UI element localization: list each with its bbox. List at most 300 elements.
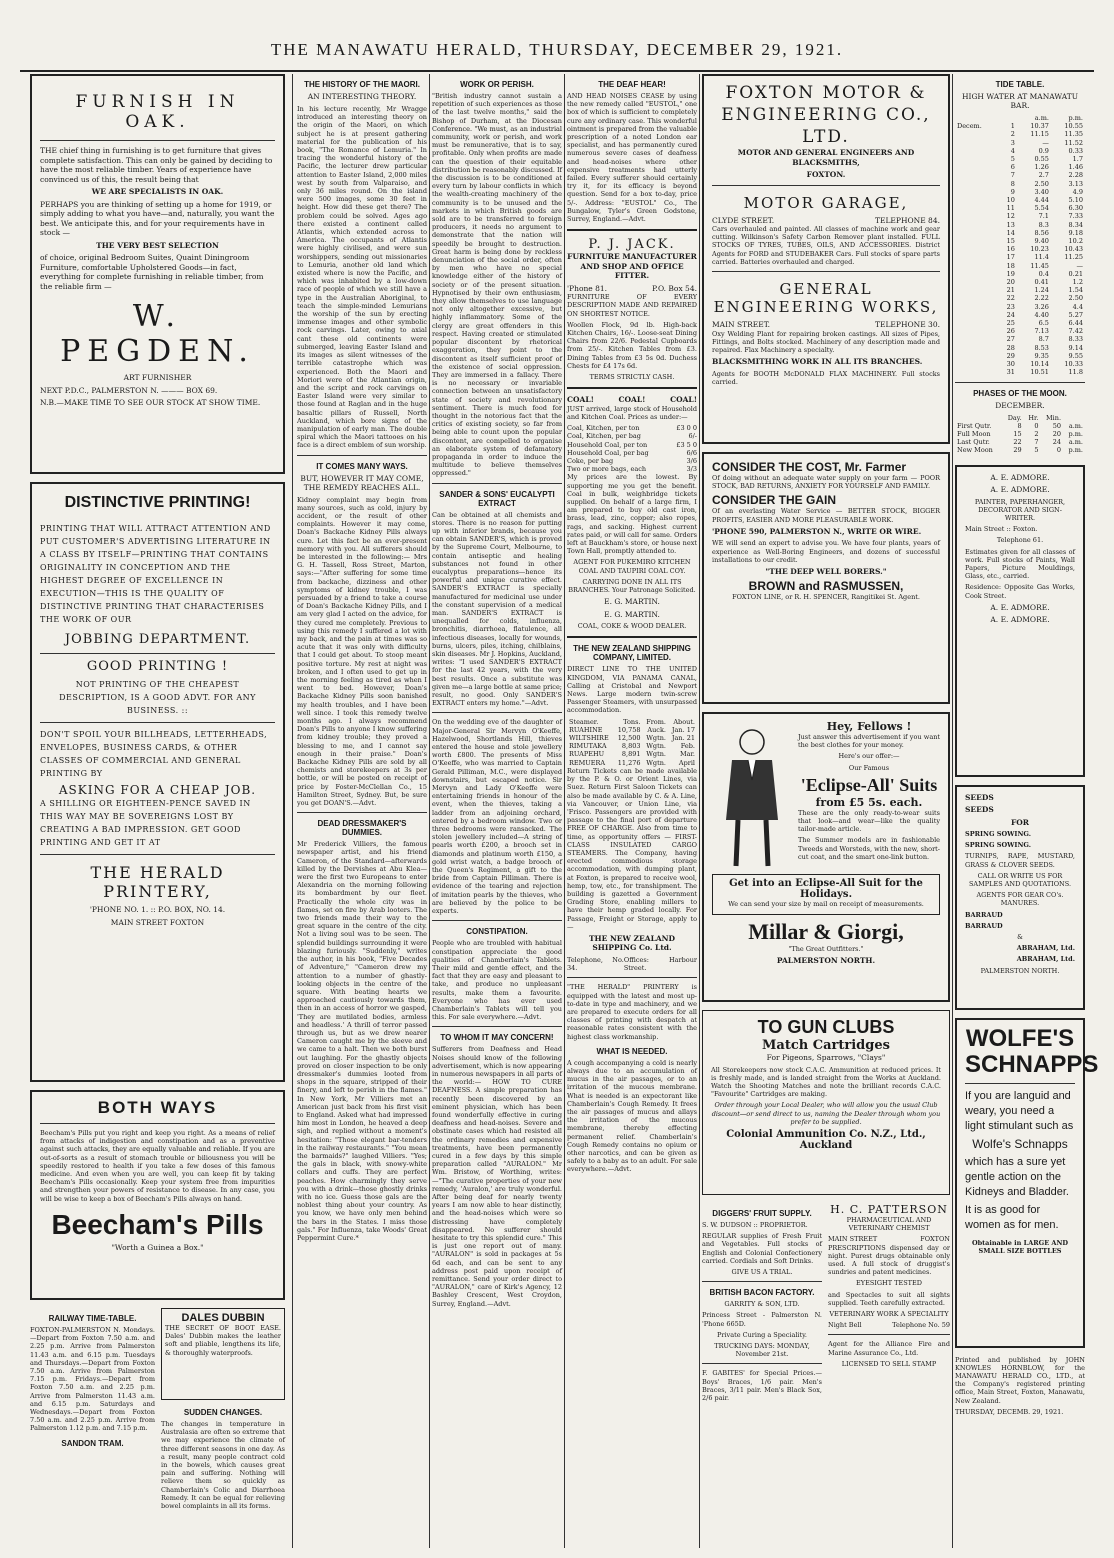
- tide-month-cell: [955, 245, 998, 253]
- tide-cell: 1: [1010, 122, 1015, 131]
- imprint-date: THURSDAY, DECEMB. 29, 1921.: [955, 1407, 1064, 1416]
- tide-cell: 10.33: [1064, 360, 1083, 369]
- tide-cell: 7: [1010, 171, 1015, 180]
- table-row: [955, 237, 1085, 245]
- seeds-sowing: SPRING SOWING.: [965, 830, 1031, 839]
- tide-cell: 1.7: [1072, 155, 1083, 164]
- gun-clubs-advert: [702, 1010, 950, 1195]
- patterson-name: H. C. PATTERSON: [830, 1203, 948, 1216]
- table-row: [955, 212, 1085, 220]
- tide-cell: 8.33: [1068, 335, 1083, 344]
- constipation-title: CONSTIPATION.: [466, 927, 528, 937]
- many-ways-title: IT COMES MANY WAYS.: [316, 461, 408, 471]
- consider-advert: [702, 452, 950, 704]
- garage-body: Cars overhauled and painted. All classes of machine work and gear cutting. Wilkinson's Safety Carbon Remover plant installed. FULL STOCKS OF TYRES, TUBES, OILS, AND ACCESSORIES. District Agents for FORD and STUDEBAKER Cars. Full stocks of spare parts carried. Batteries overhauled and charged.: [712, 225, 940, 266]
- tide-cell: 21: [1006, 286, 1015, 295]
- sanders-title: SANDER & SONS' EUCALYPTI EXTRACT: [439, 489, 555, 508]
- tide-cell: 2: [1010, 130, 1015, 139]
- table-row: RUAHINE 10,758 Auck. Jan. 17: [569, 725, 695, 734]
- tide-cell: 7.1: [1038, 212, 1049, 221]
- tide-cell: 5.27: [1068, 310, 1083, 319]
- tide-cell: 0.33: [1068, 146, 1083, 155]
- tide-cell: 6.44: [1068, 319, 1083, 328]
- diggers-prop: S. W. DUDSON :: PROPRIETOR.: [702, 1221, 808, 1229]
- beecham-advert: [30, 1090, 285, 1300]
- printing-body: PRINTING THAT WILL ATTRACT ATTENTION AND PUT CUSTOMER'S ADVERTISING LITERATURE IN A CLASS BY ITSELF—PRINTING THAT CONTAINS ORIGINALITY IN CONCEPTION AND THE HIGHEST DEGREE OF EXCELLENCE IN EXECUTION—THIS IS THE QUALITY OF DISTINCTIVE PRINTING THAT CHARACTERISES THE WORK OF OUR: [40, 524, 271, 624]
- tide-cell: 13: [1006, 220, 1015, 229]
- patterson-place: FOXTON: [920, 1235, 950, 1244]
- tide-cell: 9.40: [1034, 237, 1049, 246]
- tide-month-cell: [955, 180, 998, 188]
- gun-note: Order through your Local Dealer, who will allow you the usual Club discount—or send direct to us, naming the Dealer through whom you prefer to be supplied.: [711, 1101, 941, 1126]
- consider-body-3: WE will send an expert to advise you. We have four plants, years of experience as Well-Boring Engineers, and dozens of successful installations to our credit.: [712, 539, 940, 564]
- tide-cell: 11.8: [1068, 368, 1083, 377]
- table-row: [955, 278, 1085, 286]
- table-row: [955, 286, 1085, 294]
- tide-cell: 6.5: [1038, 319, 1049, 328]
- pegden-name: W. PEGDEN.: [60, 299, 255, 369]
- consider-borers: "THE DEEP WELL BORERS.": [765, 566, 887, 576]
- tide-cell: 25: [1006, 319, 1015, 328]
- coal-price-value: 6/-: [688, 432, 697, 441]
- seeds-title-2: SEEDS: [965, 805, 994, 815]
- tide-table: [955, 114, 1085, 377]
- many-ways-body: Kidney complaint may begin from many sources, such as cold, injury by accident, or the result of other complaints. However it may come, Doan's Backache Kidney Pills always cure. Let this fact be an ever-present memory with you. All sufferers should be interested in the following:— Mrs G. H. Tassell, Ross Street, Marton, says:—"After suffering for some time from backache, dizziness and other symptoms of kidney trouble, I was persuaded by a friend to take a course of Doan's Backache Kidney Pills, and I am very glad I acted on the advice, for they cured me completely. Previous to using this remedy I suffered a lot with my back, and the pain at times was so acute that it was only with difficulty that I could get about. To stoop meant positive torture. My rest at night was broken, and I often used to get up in the morning feeling as tired as when I went to bed. However, Doan's Backache Kidney Pills soon banished my health troubles, and I have been well since. I took this remedy twelve months ago. I always recommend Doan's Pills to anyone I know suffering from kidney trouble; they proved a blessing to me, and I cannot say enough in their praise." Doan's Backache Kidney Pills are sold by all chemists and storekeepers at 3s per bottle, or will be posted on receipt of price by Foster-McClellan Co., 15 Hamilton Street, Sydney. But, be sure you get DOAN'S.—Advt.: [297, 495, 427, 808]
- table-row: [955, 245, 1085, 253]
- gun-for: For Pigeons, Sparrows, "Clays": [766, 1053, 886, 1062]
- coal-price-value: 3/6: [686, 457, 697, 465]
- jack-box: P.O. Box 54.: [652, 283, 697, 293]
- dales-title: DALES DUBBIN: [181, 1312, 265, 1324]
- table-row: RIMUTAKA 8,803 Wgtn. Feb.: [569, 742, 695, 751]
- maori-sub: AN INTERESTING THEORY.: [307, 92, 417, 101]
- shipping-tel: Telephone, No. 34.: [567, 955, 624, 973]
- bacon-title: BRITISH BACON FACTORY.: [709, 1288, 815, 1298]
- furnish-advert: [30, 74, 285, 474]
- railway-body: FOXTON-PALMERSTON N. Mondays.—Depart from Foxton 7.50 a.m. and 2.25 p.m. Arrive from Palmerston 11.43 a.m. and 6.15 p.m. Tuesdays and Thursdays.—Depart from Foxton 7.50 a.m. Arrive from Palmerston 7.15 p.m. Fridays.—Depart from Foxton 7.50 a.m. and 2.25 p.m. Arrive from Palmerston 11.43 a.m. and 6.15 p.m. Saturdays and Wednesdays.—Depart from Foxton 7.50 a.m. and 2.25 p.m. Arrive from Palmerston 1.12 p.m. and 7.15 p.m.: [30, 1326, 155, 1433]
- tide-cell: 4.44: [1034, 196, 1049, 205]
- coal-heading-3: COAL!: [670, 395, 697, 405]
- furnish-body-3: of choice, original Bedroom Suites, Quaint Diningroom Furniture, comfortable Upholstered Goods—in fact, everything for complete furnishing in reliable timber, from the reliable firm —: [40, 253, 264, 291]
- gun-firm: Colonial Ammunition Co. N.Z., Ltd., Auckland: [726, 1128, 926, 1151]
- consider-body-2: Of an everlasting Water Service — BETTER STOCK, BIGGER PROFITS, EASIER AND MORE PLEASURABLE WORK.: [712, 507, 940, 524]
- tide-cell: 24: [1006, 310, 1015, 319]
- tide-cell: 3.13: [1068, 179, 1083, 188]
- tide-cell: 9.55: [1068, 351, 1083, 360]
- tide-cell: 19: [1006, 269, 1015, 278]
- general-works-street: MAIN STREET.: [712, 320, 771, 330]
- tide-cell: 6.30: [1068, 204, 1083, 213]
- tide-cell: 11.4: [1034, 253, 1049, 262]
- table-row: Steamer. Tons. From. About.: [569, 717, 695, 726]
- printing-advert: [30, 482, 285, 1082]
- tide-cell: 3: [1010, 138, 1015, 147]
- work-body: "British industry cannot sustain a repetition of such experiences as those of the last twelve months," said the Bishop of Durham, at the Diocesan Conference. "We must, as an industrial community, work or perish, and work must be remunerative, that is to say, profitable. Only when profits are made can the question of their equitable distribution be reasonably discussed. If the discussion is to be conditioned at every turn by labour conflicts in which the wealth-creating machinery of the community is to be unused and the markets in which British goods are sold are to be transferred to foreign producers, it needs no argument to demonstrate that the nation will speedily be brought to destruction. Great harm is being done by reckless denunciation of the social order, often by men who have no special knowledge either of the history of society or of the present situation. Hypnotised by their own enthusiasm, they allow themselves to use language not only altogether excessive, but highly inflammatory. Some of the clergy are great offenders in this respect. Having created or stimulated popular discontent by rhetorical exaggeration, they point to the discontent as itself sufficient proof of the existence of social oppression. They are immersed in a fallacy. There is no necessary or invariable connection between an unsatisfactory state of society and revolutionary sentiment. There is much food for thought in the notorious fact that the critics of existing society, so far from being able to count upon the popular discontent, are compelled to organise an elaborate system of defamatory propaganda in order to induce the multitude to believe themselves oppressed.": [432, 92, 562, 478]
- table-row: WILTSHIRE 12,500 Wgtn. Jan. 21: [569, 734, 695, 743]
- coal-name-1: E. G. MARTIN.: [604, 597, 660, 607]
- tide-cell: 2.28: [1068, 171, 1083, 180]
- patterson-eyesight: EYESIGHT TESTED: [856, 1279, 922, 1288]
- general-works-body: Oxy Welding Plant for repairing broken castings. All sizes of Pipes, Fittings, and Bolts stocked. Machinery of any description made and repaired. Flax Machinery a specialty.: [712, 329, 940, 354]
- table-row: [955, 155, 1085, 163]
- tide-month-cell: [955, 344, 998, 352]
- gun-body: All Storekeepers now stock C.A.C. Ammunition at reduced prices. It is freshly made, and is landed straight from the Works at Auckland. Watch the Shooting Matches and note the brilliant records C.A.C. "Favourite" Cartridges are making.: [711, 1065, 941, 1099]
- coal-heading-1: COAL!: [567, 395, 594, 405]
- masthead: THE MANAWATU HERALD, THURSDAY, DECEMBER 29, 1921.: [20, 40, 1094, 72]
- tide-cell: 4.4: [1072, 302, 1083, 311]
- patterson-agent: Agent for the Alliance Fire and Marine Assurance Co., Ltd.: [828, 1340, 950, 1357]
- table-row: [955, 360, 1085, 368]
- admore-tel: Telephone 61.: [996, 536, 1044, 545]
- tide-cell: 22: [1006, 294, 1015, 303]
- tide-month-cell: [955, 130, 998, 138]
- tide-month-cell: [955, 335, 998, 343]
- table-row: [955, 221, 1085, 229]
- pegden-address: NEXT P.D.C., PALMERSTON N. ——— BOX 69.: [40, 385, 218, 395]
- seeds-advert: [955, 785, 1085, 1010]
- shipping-body: DIRECT LINE TO THE UNITED KINGDOM, VIA PANAMA CANAL, Calling at Cristobal and Newport News. Large modern twin-screw Passenger Steamers, with unsurpassed accommodation.: [567, 665, 697, 715]
- coal-heading-2: COAL!: [618, 395, 646, 405]
- eclipse-suits: 'Eclipse-All' Suits: [800, 774, 938, 795]
- garage-title: MOTOR GARAGE,: [743, 193, 909, 212]
- table-row: [955, 344, 1085, 352]
- dales-advert: [161, 1308, 285, 1400]
- jack-body-1: FURNITURE OF EVERY DESCRIPTION MADE AND REPAIRED ON SHORTEST NOTICE.: [567, 293, 697, 318]
- consider-body-1: Of doing without an adequate water supply on your farm — POOR STOCK, BAD RETURNS, ANXIETY FOR YOURSELF AND FAMILY.: [712, 474, 940, 491]
- abraham-2: ABRAHAM, Ltd.: [1016, 955, 1075, 964]
- consider-firm: BROWN and RASMUSSEN,: [748, 579, 904, 594]
- tide-cell: 7.13: [1034, 327, 1049, 336]
- foxton-motor-title: FOXTON MOTOR & ENGINEERING CO., LTD.: [721, 83, 931, 147]
- imprint-body: Printed and published by JOHN KNOWLES HORNBLOW, for the MANAWATU HERALD CO., LTD., at the Company's registered printing office, Main Street, Foxton, Manawatu, New Zealand.: [955, 1355, 1085, 1405]
- tide-cell: 9.35: [1034, 351, 1049, 360]
- coal-carrying: CARRYING DONE IN ALL ITS BRANCHES. Your Patronage Solicited.: [568, 577, 696, 595]
- tide-cell: 8.56: [1034, 228, 1049, 237]
- asking-cheap: ASKING FOR A CHEAP JOB.: [58, 783, 257, 797]
- column-2: [297, 74, 427, 1544]
- eclipse-body-2: These are the only ready-to-wear suits that look—and wear—like the quality tailor-made article.: [798, 808, 940, 834]
- tide-cell: 23: [1006, 302, 1015, 311]
- herald-street: MAIN STREET FOXTON: [110, 917, 205, 927]
- tide-month-cell: [955, 319, 998, 327]
- wolfe-advert: [955, 1018, 1099, 1348]
- tide-month-cell: [955, 221, 998, 229]
- seeds-agents: AGENTS FOR GEAR CO's. MANURES.: [976, 891, 1064, 908]
- tide-month-cell: [955, 262, 998, 270]
- right-subcolumn: [161, 1308, 285, 1528]
- wolfe-obtain: Obtainable in LARGE AND SMALL SIZE BOTTLES: [971, 1238, 1069, 1255]
- barraud-2: BARRAUD: [965, 921, 1003, 930]
- tide-cell: 15: [1006, 237, 1015, 246]
- tram-title: SANDON TRAM.: [61, 1438, 124, 1448]
- tide-cell: 4.40: [1034, 310, 1049, 319]
- tide-cell: 3.40: [1034, 187, 1049, 196]
- tide-cell: 0.21: [1068, 269, 1083, 278]
- tide-cell: 9.14: [1068, 343, 1083, 352]
- tide-cell: 1.46: [1068, 163, 1083, 172]
- table-row: [955, 163, 1085, 171]
- admore-trade: PAINTER, PAPERHANGER, DECORATOR AND SIGN-WRITER.: [974, 497, 1066, 522]
- millar-outfitters: "The Great Outfitters.": [788, 945, 864, 954]
- railway-title: RAILWAY TIME-TABLE.: [48, 1314, 137, 1323]
- shipping-agent: THE NEW ZEALAND SHIPPING Co. Ltd.: [588, 933, 676, 953]
- diggers-section: [702, 1203, 822, 1463]
- eclipse-mail: We can send your size by mail on receipt of measurements.: [728, 900, 924, 908]
- table-row: REMUERA 11,276 Wgtn. April: [569, 758, 695, 767]
- table-row: [955, 368, 1085, 376]
- table-row: [955, 294, 1085, 302]
- furnish-specialists: WE ARE SPECIALISTS IN OAK.: [91, 187, 224, 196]
- dales-body: THE SECRET OF BOOT EASE. Dales' Dubbin makes the leather soft and pliable, lengthens its life, & thoroughly waterproofs.: [165, 1324, 281, 1357]
- table-row: [955, 130, 1085, 138]
- beecham-tagline: "Worth a Guinea a Box.": [111, 1242, 204, 1252]
- admore-street: Main Street :: Foxton.: [965, 525, 1038, 534]
- patterson-tel: Telephone No. 59: [892, 1321, 950, 1330]
- tide-cell: 7.33: [1068, 212, 1083, 221]
- herald-printery-body: "THE HERALD" PRINTERY is equipped with the latest and most up-to-date in type and machinery, and we are prepared to execute orders for all classes of printing with despatch at reasonable rates consistent with the highest class workmanship.: [567, 983, 697, 1041]
- many-ways-sub: BUT, HOWEVER IT MAY COME, THE REMEDY REACHES ALL.: [300, 473, 424, 492]
- table-row: Last Qutr. 22 7 24 a.m.: [957, 438, 1083, 447]
- barraud-and: &: [1017, 933, 1023, 942]
- tide-month-cell: [955, 212, 998, 220]
- table-row: [955, 253, 1085, 261]
- tide-cell: 11.45: [1030, 261, 1049, 270]
- maori-body: In his lecture recently, Mr Wragge introduced an interesting theory on the origin of the Maori, on which subject he is at present gathering material for the publication of his book, "The Romance of Lemuria." In tracing the wonderful history of the Pacific, the lecturer drew particular attention to Easter Island, 2,000 miles west by south from Valparaiso, and only 36 miles round. On the island were 500 images, some 30 feet in height. How did these get there? The problem could be solved. Ages ago there existed a continent called Atlantis, which extended across to America. The occupants of Atlantis were highly civilised, and were sun worshippers, sending out missionaries to Lemuria, another old land which existed where is now the Pacific, and which was inhabited by a low-down race of people of which we still have a type in the Australian Aboriginal, to teach the simple-minded Lemurians the worship of the sun by erecting immense images and other symbolic rock carvings. Later, owing to axial cant these old continents were submerged, leaving Easter Island and its images as silent witnesses of the terrible catastrophe which was experienced. Both the Maori and Moriori were of the Atlantian origin, and the script and rock carvings on Easter Island were very similar to those found at Raglan and in the huge basaltic pillars of Russell, North Auckland, which bore signs of the manipulation of early man. The double spiral which the Maori tattooes on his face is a direct emblem of sun worship.: [297, 105, 427, 450]
- tide-cell: 10.23: [1030, 245, 1049, 254]
- tide-cell: 28: [1006, 343, 1015, 352]
- tide-cell: 2.50: [1068, 294, 1083, 303]
- furnish-body-1: THE chief thing in furnishing is to get furniture that gives complete satisfaction. This can only be gained by deciding to have the most reliable timber. Years of experience have convinced us of this, the result being that: [40, 146, 273, 184]
- column-1: [30, 74, 285, 1544]
- wolfe-name: Wolfe's Schnapps: [972, 1136, 1068, 1151]
- garage-street: CLYDE STREET.: [712, 215, 775, 225]
- maori-title: THE HISTORY OF THE MAORI.: [304, 80, 420, 89]
- column-5: [702, 74, 950, 1544]
- coal-price-label: Household Coal, per ton: [567, 440, 648, 449]
- table-row: a.m. p.m.: [1034, 114, 1083, 122]
- pegden-trade: ART FURNISHER: [123, 373, 192, 382]
- consider-phone: 'PHONE 590, PALMERSTON N., WRITE OR WIRE.: [712, 526, 922, 536]
- tide-cell: 2.22: [1034, 294, 1049, 303]
- jack-phone: 'Phone 81.: [567, 283, 608, 293]
- table-row: [955, 303, 1085, 311]
- coal-agent: AGENT FOR PUKEMIRO KITCHEN COAL AND TAUPIRI COAL COY.: [573, 558, 691, 575]
- tide-cell: 10.55: [1064, 122, 1083, 131]
- deaf-title: THE DEAF HEAR!: [598, 80, 666, 89]
- coal-price-value: £3 0 0: [676, 424, 697, 433]
- concern-body: Sufferers from Deafness and Head Noises should know of the following advertisement, which is now appearing in numerous newspapers in all parts of the world:— HOW TO CURE DEAFNESS. A simple preparation has recently been discovered by an eminent physician, which has been found wonderfully effective in curing deafness and head-noises. Severe and obstinate cases which had resisted all the ordinary remedies and expensive treatments, have been permanently cured in a few days by this simple preparation called "AURALON." Mr Wm. Bristow, of Worthing, writes:—"The curative properties of your new remedy, 'Auralon,' are truly wonderful. After being deaf for nearly twenty years I am now able to hear distinctly, and the head-noises which were so distressing have completely disappeared. No sufferer should hesitate to try this splendid cure." This is just one report out of many. "AURALON" is sold in packages at 5s 6d each, and can be sent to any address post paid upon receipt of remittance. Send your order direct to "AURALON," care of Kirk's Agency, 12 Bashley Crescent, West Croydon, Surrey, England.—Advt.: [432, 1045, 562, 1308]
- tide-cell: 0.9: [1038, 146, 1049, 155]
- tide-cell: 5: [1010, 155, 1015, 164]
- tide-month-cell: [955, 311, 998, 319]
- tide-cell: 27: [1006, 335, 1015, 344]
- beecham-logo: Beecham's Pills: [51, 1208, 264, 1240]
- blacksmith-line: BLACKSMITHING WORK IN ALL ITS BRANCHES.: [712, 357, 923, 367]
- tide-cell: 17: [1006, 253, 1015, 262]
- tide-cell: 2.7: [1038, 171, 1049, 180]
- tide-month-cell: [955, 229, 998, 237]
- tide-cell: 3.26: [1034, 302, 1049, 311]
- jack-terms: TERMS STRICTLY CASH.: [589, 373, 675, 382]
- tide-cell: 8.7: [1038, 335, 1049, 344]
- tide-month-cell: [955, 294, 998, 302]
- column-6: [955, 74, 1099, 1544]
- consider-address: FOXTON LINE, or R. H. SPENCER, Rangitikei St. Agent.: [732, 593, 920, 602]
- sudden-body: The changes in temperature in Australasia are often so extreme that we may experience the climate of three different seasons in one day. As a result, many people contract cold in the bowels, which causes great pain and suffering. Nothing will relieve them so quickly as Chamberlain's Colic and Diarrhoea Remedy. It can be equal for relieving bowel complaints in all its forms.: [161, 1420, 285, 1511]
- furnish-best: THE VERY BEST SELECTION: [96, 240, 219, 250]
- tide-month-cell: [955, 253, 998, 261]
- dressmaker-body: Mr Frederick Villiers, the famous newspaper artist, and his friend Cameron, of the Standard—afterwards killed by the Dervishes at Abu Klea—were the first two Europeans to enter Alexandria on the morning following its bombardment by our fleet. Practically the whole city was in flames, set on fire by Arab looters. The two friends made their way to the great square in the centre of the city. Not a living soul was to be seen. The splendid buildings surrounding it were blazing furiously. "Suddenly," writes the author, in his book, "Five Decades of Adventure," "Cameron drew my attention to a number of ghastly-looking objects in the centre of the square. With beating hearts we approached cautiously towards them, then in an access of horror we gasped, 'They are mutilated bodies, armless and headless.' A thrill of terror passed through us, but as we drew nearer Cameron caught me by the sleeve and we came to a halt. Then we both burst out laughing. For the ghastly objects proved on closer inspection to be only dressmaker's dummies looted from shops in the square, stripped of their finery, and left to perish in the flames." In New York, Mr Villiers met an American just back from his first visit to England. Asked what had impressed him most in London, he heaved a deep sigh, and replied without a moment's hesitation: "Those elegant bar-tenders in the railway restaurants." "You mean the barmaids?" laughed Villiers. "Yes; the gals in black, with snowy-white collars and cuffs. They are perfect peaches. How charmingly they serve you with a drink—those ghostly drinks with no ice. Guess those gals are the noblest thing about your country. As you know, we have only men behind the bars in the States. I miss those gals." For Influenza, take Woods' Great Peppermint Cure.*: [297, 840, 427, 1242]
- coal-price-label: Coal, Kitchen, per bag: [567, 432, 641, 441]
- table-row: [955, 188, 1085, 196]
- table-row: [955, 319, 1085, 327]
- general-works-title: GENERAL ENGINEERING WORKS,: [713, 280, 939, 317]
- table-row: [955, 270, 1085, 278]
- table-row: [955, 327, 1085, 335]
- moon-month: DECEMBER.: [995, 400, 1045, 410]
- tide-cell: 10.51: [1030, 368, 1049, 377]
- table-row: Day. Hr. Min.: [1007, 413, 1062, 422]
- eclipse-get: Get into an Eclipse-All Suit for the Holidays.: [729, 878, 923, 900]
- shipping-office: Offices: Harbour Street.: [623, 955, 697, 973]
- tide-month-cell: [955, 139, 998, 147]
- coal-intro: JUST arrived, large stock of Household and Kitchen Coal. Prices as under:—: [567, 404, 697, 421]
- tide-cell: 8.34: [1068, 220, 1083, 229]
- coal-name-2: E. G. MARTIN.: [604, 609, 660, 619]
- table-row: RUAPEHU 8,891 Wgtn. Mar.: [569, 750, 695, 759]
- wolfe-body-2: which has a sure yet gentle action on the Kidneys and Bladder.: [965, 1155, 1069, 1198]
- foxton-motor-place: FOXTON.: [806, 170, 846, 179]
- sanders-body: Can be obtained at all chemists and stores. There is no reason for putting up with inferior brands, because you can obtain SANDER'S, which is proved by the Supreme Court, Melbourne, to contain antiseptic and healing substances not found in other eucalyptus preparations—hence its powerful and unique curative effect. SANDER'S EXTRACT is specially manufactured for medicinal use under the constant supervision of a medical man. SANDER'S EXTRACT is unequalled for colds, influenza, bronchitis, diarrhoea, flatulence, all infectious diseases, locally for wounds, burns, ulcers, piles, itching, chilblains, skin diseases. Mr J. Hopkins, Auckland, writes: "I used SANDER'S EXTRACT for the last 42 years, with the very best results. Once a substitute was given me—a large bottle at same price; result, no good. Only SANDER'S EXTRACT enters my home."—Advt.: [432, 510, 562, 708]
- tide-cell: 8: [1010, 179, 1015, 188]
- trucking-days: TRUCKING DAYS: MONDAY, November 21st.: [714, 1342, 810, 1359]
- tide-month-cell: [955, 368, 998, 376]
- coal-price-label: Two or more bags, each: [567, 465, 647, 474]
- needed-body: A cough accompanying a cold is nearly always due to an accumulation of mucus in the air passages, or to an irritation of the mucous membrane. What is needed is an expectorant like Chamberlain's Cough Remedy. It frees the air passages of mucus and allays the irritation of the mucous membrane, thereby effecting permanent relief. Chamberlain's Cough Remedy contains no opium or other narcotics, and can be given as safely to a baby as to an adult. For sale everywhere.—Advt.: [567, 1058, 697, 1174]
- coal-price-value: £3 5 0: [676, 440, 697, 449]
- wolfe-body-1: If you are languid and weary, you need a light stimulant such as: [965, 1089, 1074, 1132]
- table-row: [955, 180, 1085, 188]
- patterson-section: [828, 1203, 950, 1463]
- tide-cell: —: [1076, 261, 1083, 270]
- tide-month-cell: [955, 171, 998, 179]
- table-row: [955, 139, 1085, 147]
- tide-cell: 11.52: [1064, 138, 1083, 147]
- tide-cell: 11.35: [1064, 130, 1083, 139]
- tide-month-cell: [955, 270, 998, 278]
- good-printing-body: NOT PRINTING OF THE CHEAPEST DESCRIPTION, IS A GOOD ADVT. FOR ANY BUSINESS. ::: [59, 680, 256, 715]
- needed-title: WHAT IS NEEDED.: [596, 1046, 668, 1056]
- tide-cell: 10.2: [1068, 237, 1083, 246]
- beecham-title: BOTH WAYS: [97, 1098, 218, 1117]
- dressmaker-title: DEAD DRESSMAKER'S DUMMIES.: [317, 819, 407, 838]
- millar-giorgi: Millar & Giorgi,: [748, 919, 904, 945]
- tide-cell: 7.42: [1068, 327, 1083, 336]
- tide-sub: HIGH WATER AT MANAWATU BAR.: [961, 92, 1079, 110]
- tide-cell: 16: [1006, 245, 1015, 254]
- garage-tel: TELEPHONE 84.: [874, 215, 940, 225]
- eclipse-advert: [702, 712, 950, 1002]
- eclipse-famous: Our Famous: [848, 763, 890, 772]
- jack-name: P. J. JACK.: [588, 237, 676, 253]
- tide-cell: 11: [1006, 204, 1015, 213]
- diggers-title: DIGGERS' FRUIT SUPPLY.: [712, 1209, 812, 1218]
- furnish-title: FURNISH IN OAK.: [75, 92, 240, 132]
- eclipse-hey: Hey, Fellows !: [826, 720, 912, 733]
- eclipse-body-1: Just answer this advertisement if you want the best clothes for your money.: [798, 733, 940, 750]
- tide-month-cell: [955, 163, 998, 171]
- tide-cell: 0.41: [1034, 278, 1049, 287]
- tide-cell: —: [1042, 138, 1049, 147]
- column-rule: [952, 74, 953, 1548]
- admore-name-3: A. E. ADMORE.: [990, 602, 1050, 612]
- barraud-1: BARRAUD: [965, 910, 1003, 919]
- tide-cell: 4: [1010, 146, 1015, 155]
- consider-gain: CONSIDER THE GAIN: [712, 493, 837, 508]
- saved-body: A SHILLING OR EIGHTEEN-PENCE SAVED IN THIS WAY MAY BE SOVEREIGNS LOST BY CREATING A BAD IMPRESSION. GET GOOD PRINTING AND GET IT AT: [40, 799, 251, 847]
- eclipse-holiday-box: [712, 874, 940, 915]
- tide-month-cell: [955, 352, 998, 360]
- diggers-trial: GIVE US A TRIAL.: [731, 1268, 793, 1277]
- admore-name-1: A. E. ADMORE.: [990, 472, 1050, 482]
- tide-cell: 12: [1006, 212, 1015, 221]
- tide-month-cell: [955, 196, 998, 204]
- patterson-spectacles: and Spectacles to suit all sights supplied. Teeth carefully extracted.: [828, 1290, 950, 1307]
- tide-cell: 30: [1006, 360, 1015, 369]
- tide-cell: 11.15: [1030, 130, 1049, 139]
- patterson-body: PRESCRIPTIONS dispensed day or night. Purest drugs obtainable only used. A full stock of druggist's sundries and patent medicines.: [828, 1243, 950, 1277]
- tide-month-cell: [955, 303, 998, 311]
- table-row: New Moon 29 5 0 p.m.: [957, 446, 1083, 455]
- tide-month-cell: [955, 237, 998, 245]
- tide-month-cell: [955, 188, 998, 196]
- shipping-body-2: Return Tickets can be made available by the P. & O. or Orient Lines, via Suez. Return First Saloon Tickets can also be made available by C. & A. Line, via Vancouver, or Union Line, via 'Frisco. Passengers are provided with passage to the final port of departure FREE OF CHARGE. Also from time to time, as opportunity offers — FIRST-CLASS INSULATED CARGO STEAMERS. The Company, having erected commodious storage accommodation, with dumping plant, at Foxton, is prepared to receive wool, hemp, tow, etc., for transhipment. The building is gazetted a Government Grading Store, enabling millers to have their hemp graded locally. For Passage, Freight or Storage, apply to —: [567, 766, 697, 931]
- column-4: [567, 74, 697, 1544]
- shipping-title: THE NEW ZEALAND SHIPPING COMPANY, LIMITED.: [573, 644, 691, 663]
- tide-cell: 20: [1006, 278, 1015, 287]
- tide-cell: 1.2: [1072, 278, 1083, 287]
- seeds-call: CALL OR WRITE US FOR SAMPLES AND QUOTATIONS.: [968, 871, 1072, 889]
- table-row: [955, 171, 1085, 179]
- bacon-address: Princess Street - Palmerston N. 'Phone 665D.: [702, 1311, 822, 1328]
- flax-agents: Agents for BOOTH McDONALD FLAX MACHINERY. Full stocks carried.: [712, 369, 940, 386]
- constipation-body: People who are troubled with habitual constipation appreciate the good qualities of Chamberlain's Tablets. Their mild and gentle effect, and the fact that they are easy and pleasant to take, and produce no unpleasant results, make them a favourite. Everyone who has ever used Chamberlain's Tablets will tell you this. For sale everywhere.—Advt.: [432, 939, 562, 1022]
- tide-cell: 5.10: [1068, 196, 1083, 205]
- tide-cell: 1.26: [1034, 163, 1049, 172]
- gentleman-illustration: [712, 720, 792, 870]
- tide-month-cell: [955, 327, 998, 335]
- herald-printery: THE HERALD PRINTERY,: [90, 863, 225, 901]
- tide-cell: 0.55: [1034, 155, 1049, 164]
- eclipse-price: from £5 5s. each.: [815, 795, 923, 809]
- tide-month-cell: [955, 204, 998, 212]
- coal-body: My prices are the lowest. By supporting me you get the benefit. Coal in bulk, weighbridge tickets supplied. On behalf of a large firm, I am prepared to buy old cast iron, brass, lead, zinc, copper; also ropes, rags, and sacking. Highest current rates paid, or will call for same. Orders left at Bauckham's store, or house next Town Hall, promptly attended to.: [567, 473, 697, 556]
- bacon-firm: GARRITY & SON, LTD.: [724, 1300, 800, 1309]
- eclipse-body-3: The Summer models are in fashionable Tweeds and Worsteds, with the new, short-cut coat, and the smart one-link button.: [798, 836, 940, 861]
- tide-month-cell: [955, 147, 998, 155]
- tide-cell: 8.3: [1038, 220, 1049, 229]
- tide-cell: 31: [1006, 368, 1015, 377]
- patterson-street: MAIN STREET: [828, 1235, 878, 1244]
- column-rule: [292, 74, 293, 1548]
- table-row: [955, 311, 1085, 319]
- patterson-vet: VETERINARY WORK A SPECIALITY: [829, 1310, 949, 1319]
- coal-price-label: Coal, Kitchen, per ton: [567, 424, 640, 433]
- seeds-place: PALMERSTON NORTH.: [980, 966, 1060, 975]
- jobbing-dept: JOBBING DEPARTMENT.: [64, 632, 251, 647]
- tide-cell: 14: [1006, 228, 1015, 237]
- seeds-for: FOR: [1010, 817, 1030, 827]
